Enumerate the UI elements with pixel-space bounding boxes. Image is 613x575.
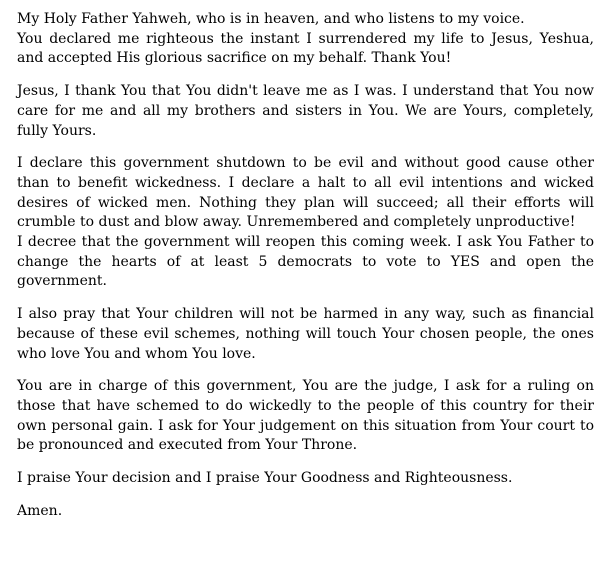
paragraph-opening <box>17 10 594 69</box>
text-line: Amen. <box>17 502 63 519</box>
text-line: My Holy Father Yahweh, who is in heaven, and who listens to my voice. <box>17 11 525 27</box>
text-line: Jesus, I thank You that You didn't leave me as I was. I understand that You now care for me and all my brothers and sisters in You. We are Yours, completely, fully Yours. <box>17 83 594 139</box>
paragraph-declaration <box>17 154 594 292</box>
paragraph-protection <box>17 305 594 364</box>
paragraph-thanks <box>17 82 594 141</box>
text-line: I praise Your decision and I praise Your Goodness and Righteousness. <box>17 470 513 487</box>
paragraph-closing <box>17 502 594 522</box>
paragraph-praise <box>17 469 594 489</box>
text-line: I decree that the government will reopen this coming week. I ask You Father to change the hearts of at least 5 democrats to vote to YES and open the government. <box>17 234 594 290</box>
text-line: I also pray that Your children will not be harmed in any way, such as financial because of these evil schemes, nothing will touch Your chosen people, the ones who love You and whom You love. <box>17 306 594 362</box>
text-line: I declare this government shutdown to be evil and without good cause other than to benefit wickedness. I declare a halt to all evil intentions and wicked desires of wicked men. Nothing they plan will succeed; all their efforts will crumble to dust and blow away. Unremembered and completely unproductive! <box>17 155 594 231</box>
text-line: You declared me righteous the instant I surrendered my life to Jesus, Yeshua, and accepted His glorious sacrifice on my behalf. Thank You! <box>17 30 594 67</box>
paragraph-judgement <box>17 377 594 456</box>
text-line: You are in charge of this government, You are the judge, I ask for a ruling on those that have schemed to do wickedly to the people of this country for their own personal gain. I ask for Your judgement on this situation from Your court to be pronounced and executed from Your Throne. <box>17 378 594 454</box>
